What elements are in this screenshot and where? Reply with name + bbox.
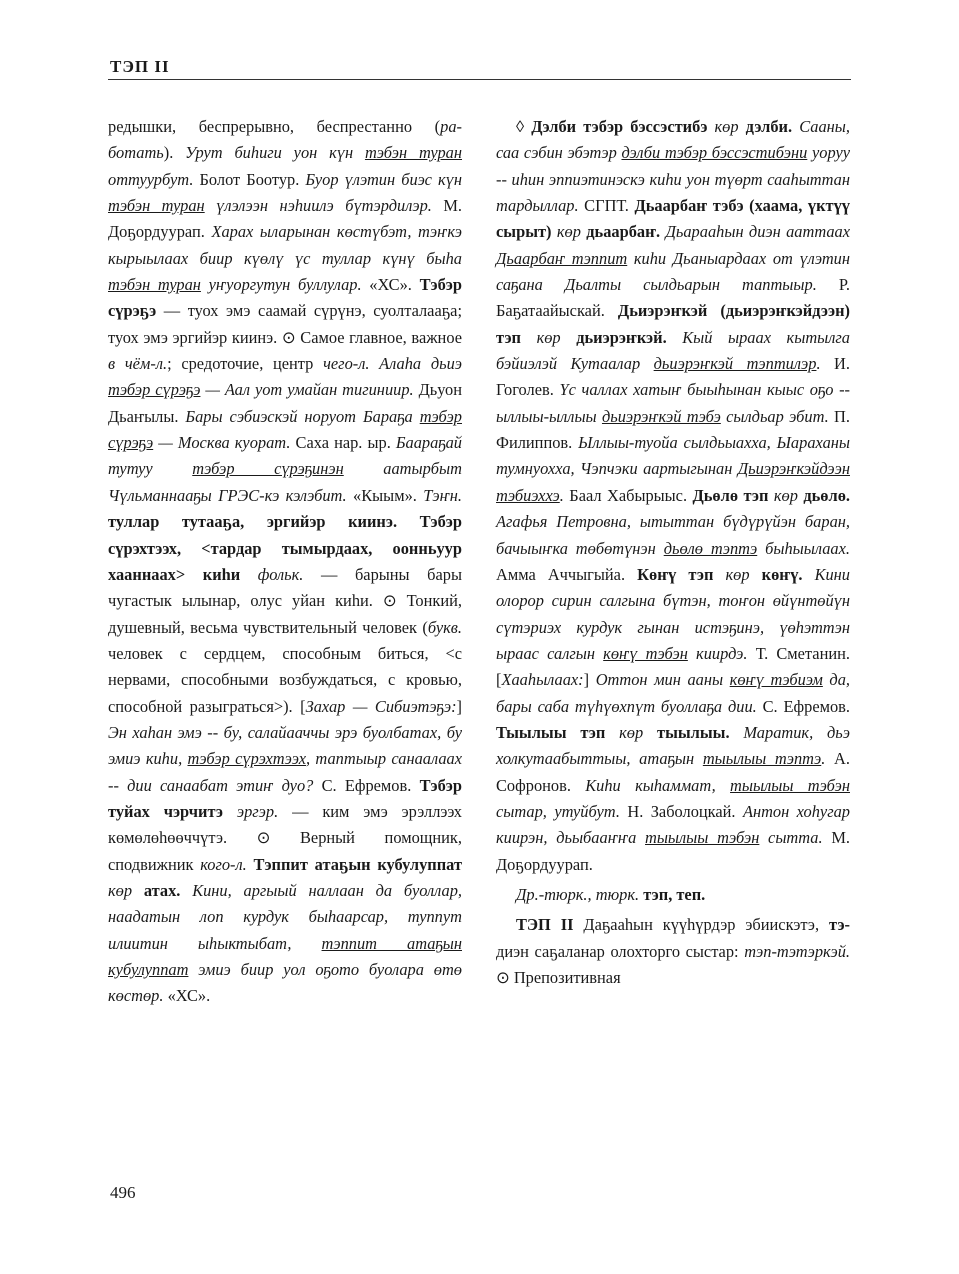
entry-text: Р. Баҕатаайыскай.: [496, 275, 850, 321]
entry-text: киһи Дьаныардаах от үлэтин саҕана Дьалты сылдьарын таптыыр.: [496, 248, 850, 295]
entry-text: Тэҥн.: [423, 485, 463, 505]
entry-text: Кый ыраах кытылга бэйиэлэй Кутаалар: [496, 327, 850, 374]
entry-text: С. Ефремов.: [756, 696, 850, 716]
entry-text: .: [816, 354, 821, 374]
entry-text: — барыны бары чугастык ылынар, олус уйан киһи. ⊙ Тонкий, душевный, весьма чувствительный человек (: [108, 564, 462, 637]
page-number: 496: [110, 1183, 136, 1202]
entry-text: Үс чаллах хатыҥ быыһынан кыыс оҕо -- ыллыы-ыллыы: [496, 380, 850, 426]
headword: дьиэрэҥкэй.: [560, 327, 667, 347]
entry-text: сылдьар эбит.: [720, 406, 829, 426]
entry-text: Захар — Сибиэтэҕэ:: [305, 696, 457, 716]
entry-text: Баал Хабырыыс.: [563, 485, 693, 505]
entry-text: Т. Сметанин. [: [496, 643, 850, 690]
entry-text: ]: [456, 696, 462, 716]
entry-text: Урут биһиги уон күн: [185, 143, 365, 163]
entry-text: аатырбыт Чүльманнааҕы ГРЭС-кэ кэлэбит.: [108, 459, 462, 505]
entry-text: П. Филиппов.: [496, 406, 850, 453]
entry-paragraph: [496, 912, 850, 991]
example-term: тэбэн туран: [364, 143, 463, 163]
entry-text: Маратик, дьэ холкутаабыттыы, атаҕын: [496, 722, 850, 769]
headword: дьөлө.: [797, 485, 850, 505]
entry-text: С. Ефремов.: [313, 775, 420, 795]
entry-text: ).: [163, 143, 186, 163]
headword: Тэбэр туйах чэрчитэ: [108, 775, 462, 821]
example-term: дьиэрэҥкэй тэптилэр: [653, 354, 817, 374]
headword: Тэбэр сүрэҕэ: [108, 275, 462, 321]
entry-text: Н. Заболоцкай.: [619, 801, 743, 821]
entry-text: көр: [768, 485, 798, 505]
entry-text: .: [559, 485, 564, 505]
entry-text: — ким эмэ эрэллээх көмөлөһөөччүтэ. ⊙ Верный помощник, сподвижник: [108, 801, 463, 874]
entry-text: Киһи кыһаммат,: [585, 775, 731, 795]
entry-text: көр: [551, 222, 581, 242]
entry-text: оттуурбут.: [108, 169, 194, 189]
entry-text: — Аал уот умайан тигиниир.: [200, 380, 414, 400]
headword: ТЭП II: [516, 915, 574, 935]
entry-text: М. Доҕордуурап.: [108, 196, 462, 242]
entry-text: Ыллыы-туойа сылдьыахха, Ыараханы тумнуохха, Чэпчэки аартыгынан: [496, 433, 850, 479]
headword: дьаарбаҥ.: [580, 222, 661, 242]
entry-text: Дьарааһын диэн ааттаах: [660, 222, 851, 242]
entry-text: А. Софронов.: [496, 749, 850, 795]
entry-text: «ХС».: [163, 986, 211, 1006]
entry-text: ⊙ Препозитивная: [496, 968, 621, 987]
example-term: көҥү тэбиэм: [729, 670, 823, 690]
entry-text: .: [821, 749, 826, 769]
entry-text: Саха нар. ыр.: [290, 433, 396, 453]
entry-text: киирдэ.: [687, 643, 748, 663]
entry-text: фольк.: [240, 564, 304, 584]
entry-text: уоруу -- иһин эппиэтинэскэ киһи уон түөрт сааһыттан тардыллар.: [496, 143, 850, 216]
example-term: тыылыы тэптэ: [702, 749, 822, 769]
example-term: тыылыы тэбэн: [730, 775, 850, 795]
entry-text: Даҕааһын күүһүрдэр эбиискэтэ,: [573, 915, 829, 935]
entry-text: Кини, аргыый наллаан да буоллар, наадатын лоп курдук быһаарсар, туппут илиитин ыһыктыбат,: [108, 880, 463, 953]
headword: Тэппит атаҕын кубулуппат: [253, 854, 462, 874]
entry-text: в чём-л.: [108, 354, 168, 374]
entry-text: ◊: [516, 117, 532, 136]
entry-text: Антон хоһугар киирэн, дьыбааҥҥа: [496, 801, 850, 848]
entry-text: чего-л. Алаһа дьиэ: [323, 354, 462, 374]
example-term: тэбэр сүрэхтээх: [187, 749, 306, 769]
example-term: Дьиэрэҥкэйдээн тэбиэххэ: [496, 459, 850, 505]
entry-text: үлэлээн нэһиилэ бүтэрдилэр.: [204, 196, 432, 216]
entry-text: Эн хаһан эмэ -- бу, салайааччы эрэ буолбатах, бу эмиэ киһи,: [108, 722, 462, 769]
example-term: дэлби тэбэр бэссэстибэни: [621, 143, 808, 163]
headword: тыылыы.: [643, 722, 730, 742]
example-term: тэбэр сүрэҕэ: [108, 406, 462, 453]
entry-text: И. Гоголев.: [496, 354, 850, 400]
headword: Көҥү тэп: [637, 564, 714, 584]
entry-text: М. Доҕордуурап.: [496, 828, 850, 874]
entry-text: Буор үлэтин биэс күн: [305, 169, 462, 189]
headword: тэп, теп.: [643, 884, 706, 904]
entry-text: уҥуоргутун буллулар.: [200, 275, 362, 295]
example-term: тыылыы тэбэн: [645, 828, 760, 848]
left-column: [108, 114, 462, 1010]
headword: Дьөлө тэп: [692, 485, 769, 505]
entry-text: — туох эмэ саамай сүрүнэ, суолталааҕа; туох эмэ эргийэр киинэ. ⊙ Самое главное, важное: [108, 301, 462, 347]
headword: атах.: [132, 880, 181, 900]
entry-text: Хааһылаах:: [501, 670, 584, 690]
entry-text: Баараҕай тутуу: [108, 433, 462, 479]
entry-paragraph: [496, 882, 850, 908]
headword: Дьаарбаҥ тэбэ (хаама, үктүү сырыт): [496, 196, 850, 242]
entry-text: быһыылаах.: [757, 538, 850, 558]
entry-text: работать: [108, 117, 462, 163]
running-header: ТЭП II: [110, 57, 170, 76]
entry-text: көр: [521, 327, 561, 347]
entry-text: Амма Аччыгыйа.: [496, 564, 638, 584]
entry-text: — Москва куорат.: [153, 433, 291, 453]
entry-text: Др.-тюрк., тюрк.: [516, 884, 640, 904]
entry-text: Кини олорор сирин салгына бүтэн, тоҥон өйүнтөйүн сүтэриэх курдук гынан истэҕинэ, үөһэттэн ыраас салгын: [496, 564, 850, 663]
entry-text: көр: [605, 722, 644, 742]
example-term: тэбэр сүрэҕэ: [108, 380, 201, 400]
example-term: Дьаарбаҥ тэппит: [496, 248, 628, 268]
entry-text: «Кыым».: [346, 485, 424, 505]
entry-text: Харах ыларынан көстүбэт, тэҥкэ кырыылаах биир күөлү үс туллар күнү быһа: [108, 222, 462, 268]
example-term: тэбэн туран: [108, 196, 205, 216]
entry-paragraph: [496, 114, 850, 878]
entry-text: көр: [108, 880, 133, 900]
entry-text: СГПТ.: [578, 196, 635, 216]
entry-text: кого-л.: [200, 854, 247, 874]
entry-text: редышки, беспрерывно, беспрестанно (: [108, 117, 441, 136]
entry-text: көр: [713, 564, 750, 584]
entry-text: Болот Боотур.: [193, 169, 306, 189]
entry-text: диэн саҕаланар олохторго сыстар:: [496, 941, 745, 961]
entry-text: , таптыыр санаалаах -- дии санаабат этиҥ дуо?: [108, 749, 462, 795]
entry-text: ; средоточие, центр: [167, 354, 324, 374]
headword: туллар тутааҕа, эргийэр киинэ. Тэбэр сүрэхтээх, <тардар тымырдаах, оонньуур хааннаах> киһи: [108, 512, 462, 584]
entry-text: эмиэ биир уол оҕото буолара өтө көстөр.: [108, 960, 462, 1006]
headword: Дэлби тэбэр бэссэстибэ: [531, 117, 708, 136]
header-rule: [108, 79, 851, 80]
headword: тэ-: [828, 915, 850, 935]
example-term: тэбэн туран: [108, 275, 201, 295]
entry-text: человек с сердцем, способным биться, <с нервами, способными возбуждаться, с кровью, способной разыграться>). [: [108, 643, 462, 716]
headword: дэлби.: [738, 117, 793, 136]
entry-text: сытар, утуйбут.: [496, 801, 620, 821]
entry-text: сытта.: [759, 828, 823, 848]
example-term: дьиэрэҥкэй тэбэ: [601, 406, 721, 426]
entry-text: Дьуон Дьаҥылы.: [108, 380, 462, 426]
headword: көҥү.: [749, 564, 803, 584]
entry-text: букв.: [427, 617, 462, 637]
example-term: көҥү тэбэн: [603, 643, 688, 663]
right-column: [496, 114, 850, 991]
entry-text: эргэр.: [223, 801, 279, 821]
entry-text: ]: [583, 670, 596, 690]
entry-text: «ХС».: [361, 275, 420, 295]
entry-text: да, бары саба түһүөхпүт буоллаҕа дии.: [496, 670, 851, 716]
entry-text: тэп-тэтэркэй.: [744, 941, 850, 961]
entry-text: [247, 855, 254, 874]
entry-text: көр: [707, 117, 739, 136]
entry-text: Сааны, саа сэбин эбэтэр: [496, 117, 850, 163]
example-term: тэбэр сүрэҕинэн: [192, 459, 344, 479]
example-term: дьөлө тэптэ: [663, 538, 758, 558]
entry-text: Бары сэбиэскэй норуот Бараҕа: [185, 406, 420, 426]
entry-text: Оттон мин ааны: [595, 670, 730, 690]
headword: Тыылыы тэп: [496, 722, 606, 742]
entry-paragraph: [108, 114, 462, 1010]
headword: Дьиэрэҥкэй (дьиэрэҥкэйдээн) тэп: [496, 301, 850, 347]
example-term: тэппит атаҕын кубулуппат: [108, 933, 462, 979]
entry-text: Агафья Петровна, ытыттан бүдүрүйэн баран, бачыыҥка төбөтүнэн: [496, 512, 850, 558]
